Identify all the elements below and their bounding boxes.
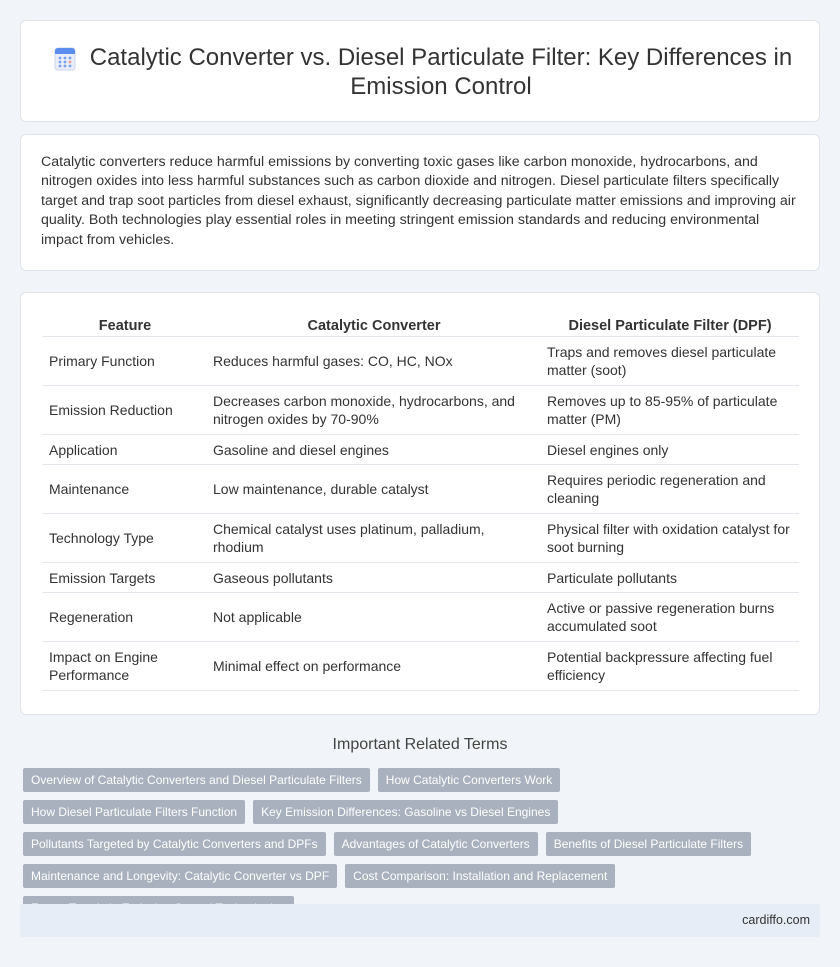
table-row xyxy=(43,593,799,642)
footer-site-link[interactable]: cardiffo.com xyxy=(742,913,810,927)
related-term-tag[interactable]: Maintenance and Longevity: Catalytic Converter vs DPF xyxy=(23,864,337,888)
table-cell: Removes up to 85-95% of particulate matter (PM) xyxy=(541,386,799,435)
comparison-table xyxy=(43,313,799,691)
related-term-tag[interactable]: Overview of Catalytic Converters and Diesel Particulate Filters xyxy=(23,768,370,792)
intro-card xyxy=(20,134,820,271)
table-cell: Low maintenance, durable catalyst xyxy=(207,465,541,514)
table-cell: Requires periodic regeneration and cleaning xyxy=(541,465,799,514)
table-row xyxy=(43,465,799,514)
table-cell-feature: Technology Type xyxy=(43,514,207,563)
table-cell: Traps and removes diesel particulate matter (soot) xyxy=(541,337,799,386)
intro-paragraph: Catalytic converters reduce harmful emissions by converting toxic gases like carbon monoxide, hydrocarbons, and nitrogen oxides into less harmful substances such as carbon dioxide and nitrogen. Diesel particulate filters specifically target and trap soot particles from diesel exhaust, significantly decreasing particulate matter emissions and improving air quality. Both technologies play essential roles in meeting stringent emission standards and reducing environmental impact from vehicles. xyxy=(41,154,796,248)
table-row xyxy=(43,514,799,563)
table-cell: Gaseous pollutants xyxy=(207,563,541,593)
table-cell-feature: Regeneration xyxy=(43,593,207,642)
related-term-tag[interactable]: Pollutants Targeted by Catalytic Converters and DPFs xyxy=(23,832,326,856)
column-header-dpf: Diesel Particulate Filter (DPF) xyxy=(541,313,799,337)
table-cell-feature: Maintenance xyxy=(43,465,207,514)
table-cell: Minimal effect on performance xyxy=(207,642,541,691)
table-cell: Gasoline and diesel engines xyxy=(207,435,541,465)
table-cell: Active or passive regeneration burns accumulated soot xyxy=(541,593,799,642)
table-cell-feature: Emission Reduction xyxy=(43,386,207,435)
header-card xyxy=(20,20,820,122)
page-title: Catalytic Converter vs. Diesel Particulate Filter: Key Differences in Emission Control xyxy=(89,44,793,100)
table-row xyxy=(43,563,799,593)
column-header-catalytic-converter: Catalytic Converter xyxy=(207,313,541,337)
related-term-tag[interactable]: Benefits of Diesel Particulate Filters xyxy=(546,832,751,856)
related-terms-tags xyxy=(20,768,790,920)
table-cell-feature: Primary Function xyxy=(43,337,207,386)
related-terms-title: Important Related Terms xyxy=(332,736,508,753)
table-cell: Particulate pollutants xyxy=(541,563,799,593)
table-cell: Decreases carbon monoxide, hydrocarbons, and nitrogen oxides by 70-90% xyxy=(207,386,541,435)
related-term-tag[interactable]: Cost Comparison: Installation and Replacement xyxy=(345,864,615,888)
related-term-tag[interactable]: Advantages of Catalytic Converters xyxy=(334,832,538,856)
table-row xyxy=(43,386,799,435)
table-row xyxy=(43,337,799,386)
related-term-tag[interactable]: How Catalytic Converters Work xyxy=(378,768,561,792)
table-cell-feature: Impact on Engine Performance xyxy=(43,642,207,691)
related-term-tag[interactable]: Key Emission Differences: Gasoline vs Diesel Engines xyxy=(253,800,558,824)
table-cell: Diesel engines only xyxy=(541,435,799,465)
column-header-feature: Feature xyxy=(43,313,207,337)
table-cell-feature: Application xyxy=(43,435,207,465)
table-cell: Chemical catalyst uses platinum, palladium, rhodium xyxy=(207,514,541,563)
table-cell: Potential backpressure affecting fuel efficiency xyxy=(541,642,799,691)
table-cell: Not applicable xyxy=(207,593,541,642)
table-header-row xyxy=(43,313,799,337)
table-cell-feature: Emission Targets xyxy=(43,563,207,593)
table-row xyxy=(43,435,799,465)
table-row xyxy=(43,642,799,691)
table-cell: Physical filter with oxidation catalyst for soot burning xyxy=(541,514,799,563)
related-term-tag[interactable]: How Diesel Particulate Filters Function xyxy=(23,800,245,824)
related-terms-section xyxy=(20,736,820,920)
footer xyxy=(20,904,820,937)
comparison-table-card xyxy=(20,292,820,715)
table-cell: Reduces harmful gases: CO, HC, NOx xyxy=(207,337,541,386)
